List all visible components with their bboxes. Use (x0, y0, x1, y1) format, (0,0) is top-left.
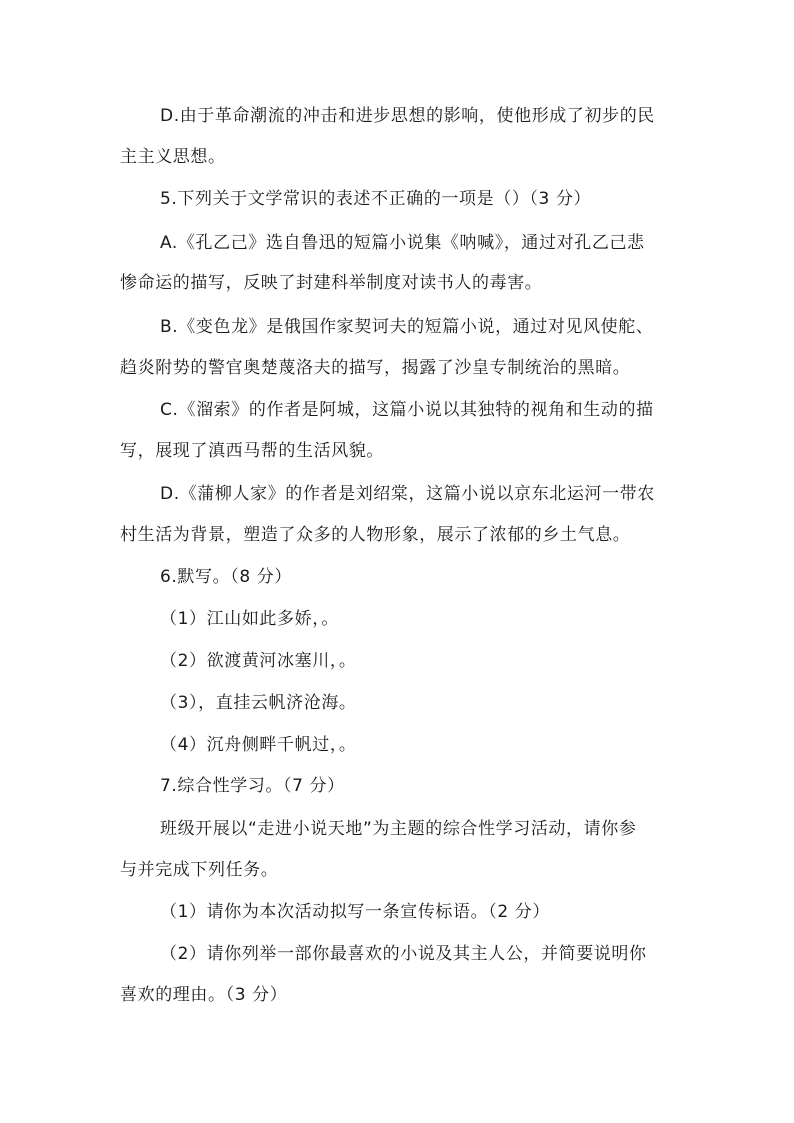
question-6-stem: 6.默写。（8 分） (160, 567, 292, 587)
question-7-intro-line-1: 班级开展以“走进小说天地”为主题的综合性学习活动，请你参 (160, 819, 637, 839)
question-6-item-4: （4）沉舟侧畔千帆过，。 (160, 735, 357, 755)
question-5-option-b-line-2: 趋炎附势的警官奥楚蔑洛夫的描写，揭露了沙皇专制统治的黑暗。 (120, 358, 631, 378)
option-d-history-line-2: 主主义思想。 (120, 147, 226, 167)
option-d-history-line-1: D.由于革命潮流的冲击和进步思想的影响，使他形成了初步的民 (160, 106, 655, 126)
question-5-option-c-line-2: 写，展现了滇西马帮的生活风貌。 (120, 441, 384, 461)
question-6-item-1: （1）江山如此多娇，。 (160, 609, 339, 629)
question-7-task-2-line-1: （2）请你列举一部你最喜欢的小说及其主人公，并简要说明你 (160, 944, 647, 964)
question-5-option-d-line-1: D.《蒲柳人家》的作者是刘绍棠，这篇小说以京东北运河一带农 (160, 484, 655, 504)
question-6-item-3: （3），直挂云帆济沧海。 (160, 693, 357, 713)
question-7-intro-line-2: 与并完成下列任务。 (120, 860, 279, 880)
question-5-option-c-line-1: C.《溜索》的作者是阿城，这篇小说以其独特的视角和生动的描 (160, 400, 654, 420)
question-5-option-b-line-1: B.《变色龙》是俄国作家契诃夫的短篇小说，通过对见风使舵、 (160, 317, 654, 337)
question-7-task-2-line-2: 喜欢的理由。（3 分） (120, 985, 288, 1005)
question-5-option-a-line-1: A.《孔乙己》选自鲁迅的短篇小说集《呐喊》，通过对孔乙己悲 (160, 233, 645, 253)
question-7-task-1: （1）请你为本次活动拟写一条宣传标语。（2 分） (160, 902, 550, 922)
question-5-option-d-line-2: 村生活为背景，塑造了众多的人物形象，展示了浓郁的乡土气息。 (120, 525, 631, 545)
question-5-option-a-line-2: 惨命运的描写，反映了封建科举制度对读书人的毒害。 (120, 273, 543, 293)
question-6-item-2: （2）欲渡黄河冰塞川，。 (160, 651, 357, 671)
question-5-stem: 5.下列关于文学常识的表述不正确的一项是（）（3 分） (160, 189, 592, 209)
question-7-stem: 7.综合性学习。（7 分） (160, 776, 345, 796)
